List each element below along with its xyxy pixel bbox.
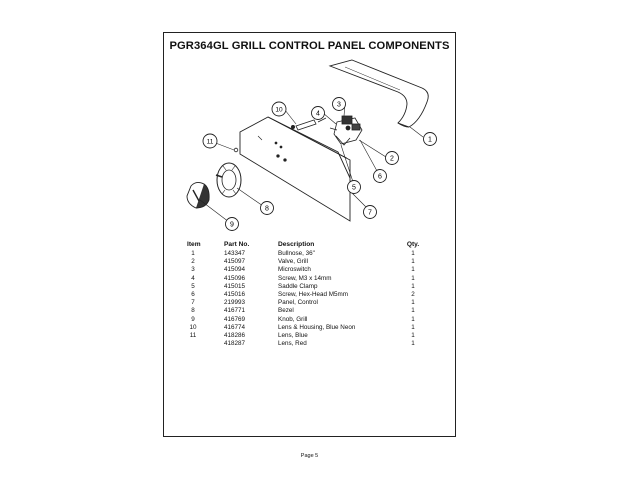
cell-description: Bullnose, 36" [278,250,315,257]
callout-6 [374,170,387,183]
cell-description: Lens, Red [278,340,307,348]
svg-text:3: 3 [337,101,341,109]
table-row [180,258,440,266]
callout-4 [312,107,325,120]
cell-description: Screw, M3 x 14mm [278,274,332,282]
cell-item: 1 [191,250,195,257]
callout-2 [386,152,399,165]
cell-description: Microswitch [278,266,311,274]
table-row [180,283,440,291]
svg-text:9: 9 [230,221,234,229]
cell-part-no: 416771 [224,307,246,315]
cell-part-no: 416774 [224,323,246,331]
cell-description: Panel, Control [278,299,318,307]
cell-item: 3 [191,266,195,274]
callout-1 [424,133,437,146]
cell-part-no: 418287 [224,340,246,348]
cell-qty: 1 [411,299,415,307]
cell-qty: 1 [411,274,415,282]
table-row [180,266,440,274]
cell-item: 9 [191,315,195,323]
cell-description: Knob, Grill [278,315,308,323]
cell-qty: 1 [411,282,415,290]
cell-description: Screw, Hex-Head M5mm [278,290,348,298]
cell-qty: 1 [411,315,415,323]
table-row [180,316,440,324]
cell-description: Lens, Blue [278,331,308,339]
table-row [180,291,440,299]
cell-qty: 1 [411,258,415,266]
page-number: Page 5 [300,453,319,459]
callout-9 [226,218,239,231]
cell-qty: 1 [411,323,415,331]
neon-lens-drawing [291,118,326,130]
cell-part-no: 143347 [224,250,246,257]
table-row [180,332,440,340]
cell-part-no: 415096 [224,274,246,282]
callout-8 [261,202,274,215]
cell-part-no: 418286 [224,331,246,339]
lens-drawing [234,148,238,152]
svg-text:7: 7 [368,209,372,217]
page-title: PGR364GL GRILL CONTROL PANEL COMPONENTS [169,40,450,52]
callout-5 [348,181,361,194]
bezel-drawing [216,163,241,197]
cell-part-no: 219993 [224,299,246,307]
cell-item: 11 [189,331,197,339]
table-row [180,324,440,332]
cell-part-no: 416769 [224,315,246,323]
cell-part-no: 415094 [224,266,246,274]
cell-qty: 1 [411,250,415,257]
cell-item: 8 [191,307,195,315]
cell-qty: 2 [411,290,415,298]
callout-10 [272,102,286,116]
cell-description: Lens & Housing, Blue Neon [278,323,356,331]
parts-table-header [180,240,440,250]
svg-text:2: 2 [390,155,394,163]
table-row [180,307,440,315]
cell-qty: 1 [411,331,415,339]
cell-description: Bezel [278,307,294,315]
callout-11 [203,134,217,148]
header-item: Item [187,241,201,248]
svg-text:8: 8 [265,205,269,213]
table-row [180,340,440,348]
header-qty: Qty. [406,241,420,248]
cell-qty: 1 [411,266,415,274]
cell-item: 10 [189,323,197,331]
callout-7 [364,206,377,219]
svg-text:10: 10 [275,106,283,114]
cell-qty: 1 [411,340,415,348]
table-row [180,250,440,258]
cell-part-no: 415097 [224,258,246,266]
header-description: Description [278,241,315,248]
cell-description: Valve, Grill [278,258,308,266]
svg-text:11: 11 [206,138,214,146]
svg-text:4: 4 [316,110,320,118]
exploded-parts-diagram [164,58,454,238]
table-row [180,299,440,307]
header-part-no: Part No. [224,241,250,248]
control-panel-drawing [240,117,350,221]
cell-part-no: 415015 [224,282,246,290]
svg-text:1: 1 [428,136,432,144]
cell-part-no: 415016 [224,290,246,298]
cell-item: 2 [191,258,195,266]
cell-item: 7 [191,299,195,307]
callout-3 [333,98,346,111]
parts-table [180,240,440,348]
cell-item: 5 [191,282,195,290]
table-row [180,275,440,283]
cell-item: 4 [191,274,195,282]
valve-assembly-drawing [330,116,362,145]
cell-item: 6 [191,290,195,298]
svg-text:5: 5 [352,184,356,192]
cell-qty: 1 [411,307,415,315]
svg-text:6: 6 [378,173,382,181]
cell-description: Saddle Clamp [278,282,318,290]
